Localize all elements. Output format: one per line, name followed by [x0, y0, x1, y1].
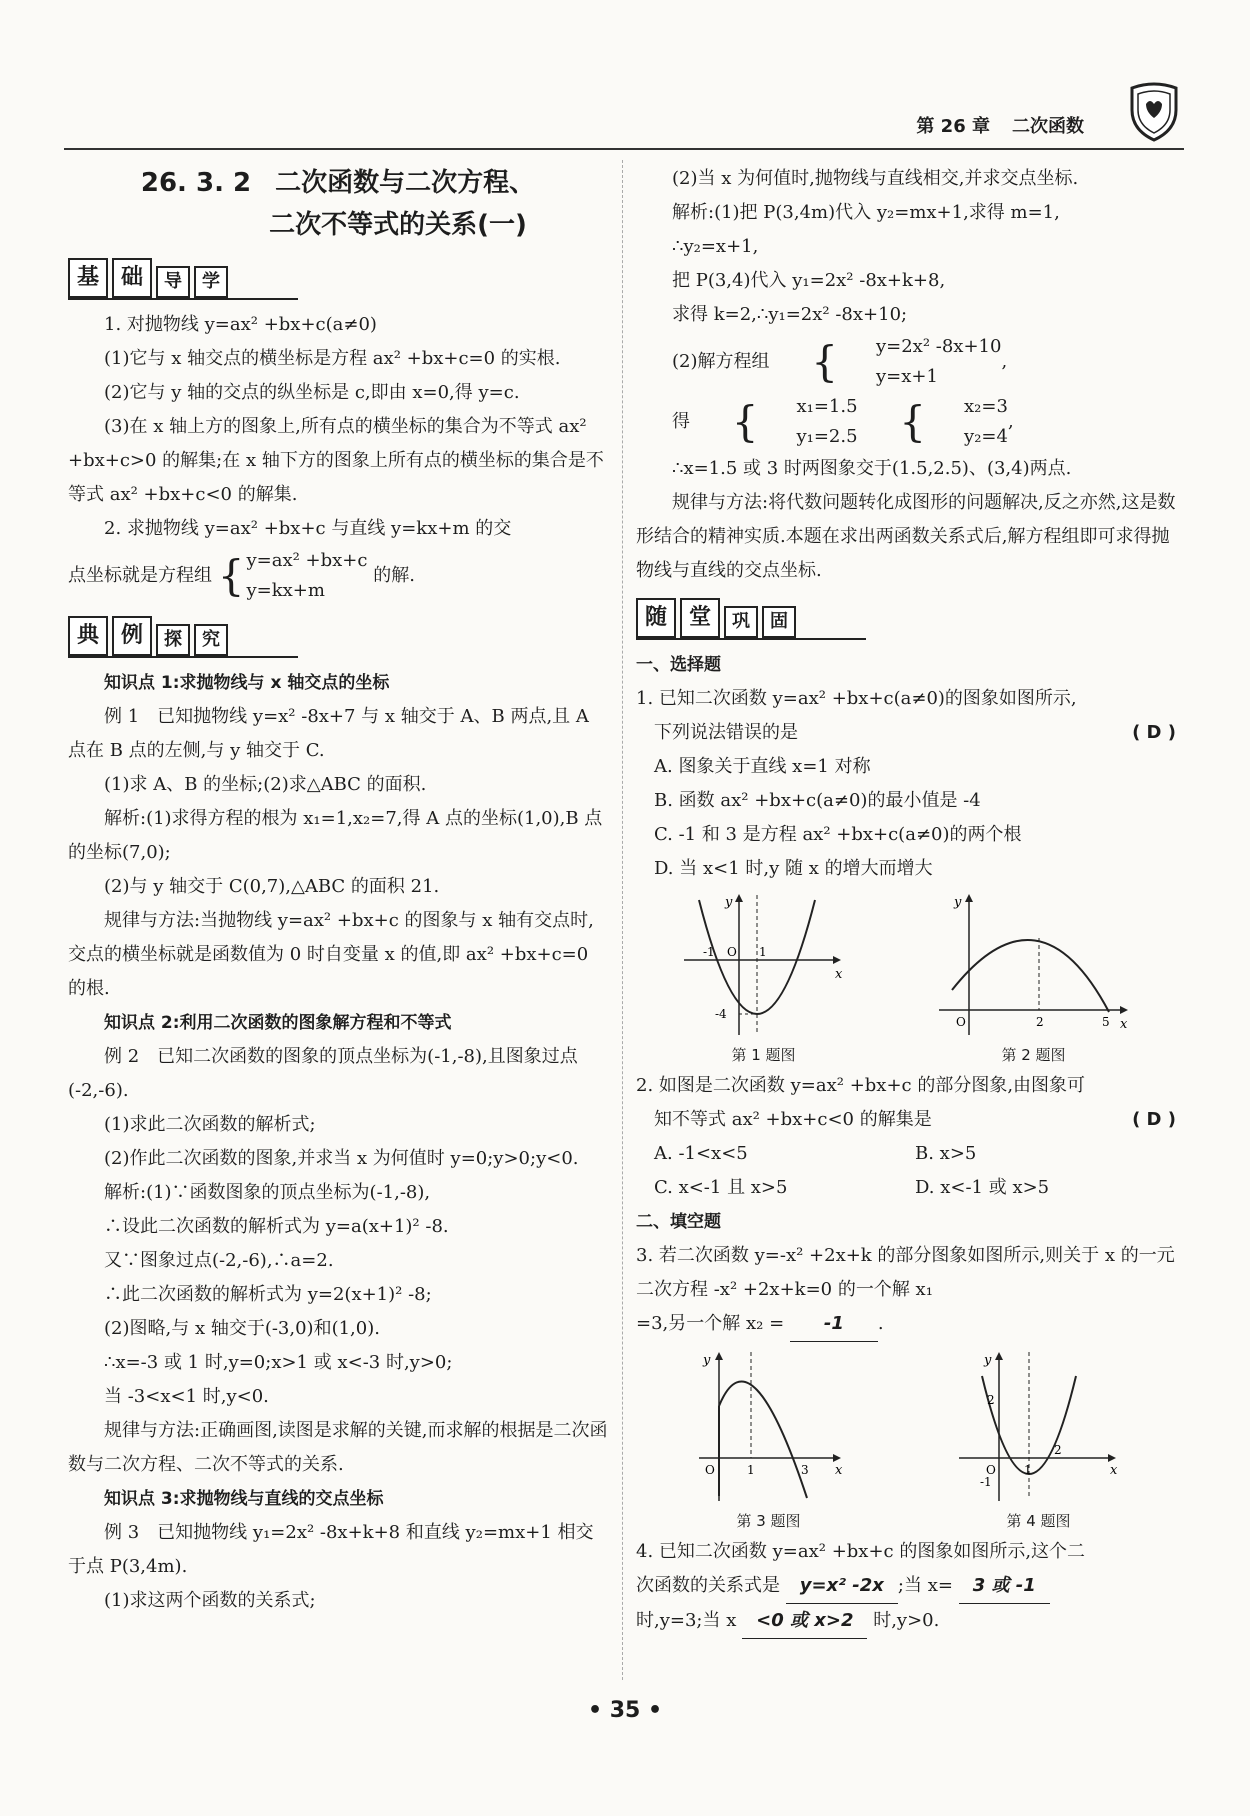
equation: y=ax² +bx+c [246, 550, 368, 571]
left-column [68, 162, 608, 1618]
paragraph: 解析:(1)求得方程的根为 x₁=1,x₂=7,得 A 点的坐标(1,0),B 点的坐标(7,0); [68, 808, 603, 863]
banner-char: 典 [68, 616, 108, 656]
chapter-heading [894, 112, 1084, 138]
text: 点坐标就是方程组 [68, 565, 212, 586]
tick-label: 3 [800, 1463, 809, 1477]
paragraph: (3)在 x 轴上方的图象上,所有点的横坐标的集合为不等式 ax² +bx+c>0 的解集;在 x 轴下方的图象上所有点的横坐标的集合是不等式 ax² +bx+c<0 的解集. [68, 416, 604, 505]
example: 例 2 已知二次函数的图象的顶点坐标为(-1,-8),且图象过点(-2,-6). [68, 1046, 578, 1101]
tick-label: O [704, 1463, 715, 1477]
answer: ( D ) [1132, 722, 1176, 743]
example: 例 3 已知抛物线 y₁=2x² -8x+k+8 和直线 y₂=mx+1 相交于点 P(3,4m). [68, 1522, 594, 1577]
banner-char: 随 [636, 598, 676, 638]
text: (2)解方程组 [672, 351, 770, 372]
paragraph: 2. 求抛物线 y=ax² +bx+c 与直线 y=kx+m 的交 [104, 518, 512, 539]
paragraph: 把 P(3,4)代入 y₁=2x² -8x+k+8, [672, 270, 946, 291]
banner-char: 固 [762, 606, 796, 638]
text: 下列说法错误的是 [654, 722, 798, 743]
page-number: • 35 • [587, 1698, 663, 1723]
question-4-answer-line [636, 1569, 1176, 1604]
tick-label: O [726, 945, 737, 959]
options-row [636, 1137, 1176, 1171]
option: C. x<-1 且 x>5 [654, 1177, 788, 1198]
figure-4-graph [954, 1346, 1124, 1506]
option: B. 函数 ax² +bx+c(a≠0)的最小值是 -4 [654, 790, 981, 811]
tick-label: 2 [986, 1393, 995, 1407]
banner-char: 学 [194, 266, 228, 298]
figure-1 [679, 890, 849, 1065]
question-4-answer-line-2 [636, 1604, 1176, 1639]
paragraph: 当 -3<x<1 时,y<0. [104, 1386, 269, 1407]
equation: y=2x² -8x+10 [875, 336, 1002, 357]
answer-blank: 3 或 -1 [959, 1569, 1050, 1604]
banner-char: 础 [112, 258, 152, 298]
option: A. -1<x<5 [654, 1143, 748, 1164]
axis-label: y [724, 895, 732, 910]
tick-label: 1 [1023, 1463, 1032, 1477]
axis-label: x [1119, 1017, 1127, 1032]
paragraph: ∴x=1.5 或 3 时两图象交于(1.5,2.5)、(3,4)两点. [672, 458, 1072, 479]
banner-char: 巩 [724, 606, 758, 638]
question-group-heading: 一、选择题 [636, 655, 721, 675]
paragraph: 求得 k=2,∴y₁=2x² -8x+10; [672, 304, 908, 325]
tick-label: 1 [746, 1463, 755, 1477]
text: , [1001, 351, 1008, 372]
paragraph: 规律与方法:当抛物线 y=ax² +bx+c 的图象与 x 轴有交点时,交点的横坐标就是函数值为 0 时自变量 x 的值,即 ax² +bx+c=0 的根. [68, 910, 594, 999]
paragraph: 规律与方法:将代数问题转化成图形的问题解决,反之亦然,这是数形结合的精神实质.本题在求出两函数关系式后,解方程组即可求得抛物线与直线的交点坐标. [636, 492, 1176, 581]
paragraph: (1)求 A、B 的坐标;(2)求△ABC 的面积. [104, 774, 427, 795]
text: ;当 x= [897, 1575, 953, 1596]
option: B. x>5 [915, 1143, 977, 1164]
axis-label: y [953, 895, 961, 910]
paragraph: (1)它与 x 轴交点的横坐标是方程 ax² +bx+c=0 的实根. [104, 348, 561, 369]
question-4: 4. 已知二次函数 y=ax² +bx+c 的图象如图所示,这个二 [636, 1541, 1086, 1562]
axis-label: x [834, 1463, 842, 1478]
tick-label: -4 [714, 1007, 727, 1021]
equation-system: { y=2x² -8x+10 y=x+1 [775, 332, 1001, 392]
tick-label: 1 [758, 945, 767, 959]
chapter-title: 二次函数 [1012, 116, 1084, 137]
axis-label: x [1109, 1463, 1117, 1478]
paragraph: ∴此二次函数的解析式为 y=2(x+1)² -8; [104, 1284, 432, 1305]
tick-label: 2 [1053, 1443, 1062, 1457]
page-header [64, 100, 1184, 150]
question-1-stem [636, 716, 1176, 750]
text: 时,y=3;当 x [636, 1610, 737, 1631]
option: D. x<-1 或 x>5 [915, 1177, 1050, 1198]
option: A. 图象关于直线 x=1 对称 [654, 756, 871, 777]
figure-3 [689, 1346, 849, 1531]
tick-label: 2 [1035, 1015, 1044, 1029]
question-1: 1. 已知二次函数 y=ax² +bx+c(a≠0)的图象如图所示, [636, 688, 1077, 709]
figure-caption: 第 1 题图 [731, 1046, 796, 1064]
tick-label: O [985, 1463, 996, 1477]
tick-label: O [955, 1015, 966, 1029]
option: D. 当 x<1 时,y 随 x 的增大而增大 [654, 858, 933, 879]
paragraph: (2)当 x 为何值时,抛物线与直线相交,并求交点坐标. [672, 168, 1079, 189]
section-title [68, 162, 608, 246]
equation: y₂=4 [964, 426, 1008, 447]
paragraph: ∴x=-3 或 1 时,y=0;x>1 或 x<-3 时,y>0; [104, 1352, 453, 1373]
answer-blank: -1 [790, 1307, 878, 1342]
chapter-number: 第 26 章 [916, 116, 990, 137]
figure-1-graph [679, 890, 849, 1040]
text: , [1007, 411, 1014, 432]
equation: y=x+1 [875, 366, 938, 387]
figure-2 [934, 890, 1134, 1065]
banner-char: 堂 [680, 598, 720, 638]
text: 知不等式 ax² +bx+c<0 的解集是 [654, 1109, 932, 1130]
axis-label: y [983, 1353, 991, 1368]
figure-3-graph [689, 1346, 849, 1506]
answer-blank: y=x² -2x [786, 1569, 898, 1604]
paragraph: (2)与 y 轴交于 C(0,7),△ABC 的面积 21. [104, 876, 440, 897]
text: . [877, 1313, 884, 1334]
figures-row-1 [636, 890, 1176, 1065]
question-group-heading: 二、填空题 [636, 1212, 721, 1232]
banner-char: 例 [112, 616, 152, 656]
paragraph-system [636, 332, 1176, 392]
figures-row-2 [636, 1346, 1176, 1531]
section-banner-examples [68, 612, 298, 658]
paragraph: (1)求此二次函数的解析式; [104, 1114, 316, 1135]
figure-4 [954, 1346, 1124, 1531]
equation: y=kx+m [246, 580, 325, 601]
question-2: 2. 如图是二次函数 y=ax² +bx+c 的部分图象,由图象可 [636, 1075, 1086, 1096]
title-line-1: 二次函数与二次方程、 [275, 168, 536, 198]
paragraph-solution [636, 392, 1176, 452]
shield-logo-icon [1124, 80, 1184, 142]
text: 时,y>0. [873, 1610, 940, 1631]
paragraph: (1)求这两个函数的关系式; [104, 1590, 316, 1611]
text: 的解. [373, 565, 415, 586]
figure-2-graph [934, 890, 1134, 1040]
section-banner-practice [636, 594, 866, 640]
equation-system: { y=ax² +bx+c y=kx+m [218, 546, 368, 606]
paragraph: 解析:(1)把 P(3,4m)代入 y₂=mx+1,求得 m=1, [672, 202, 1060, 223]
equation: x₁=1.5 [796, 396, 858, 417]
figure-caption: 第 2 题图 [1001, 1046, 1066, 1064]
banner-char: 导 [156, 266, 190, 298]
tick-label: 5 [1101, 1015, 1110, 1029]
section-number: 26. 3. 2 [140, 168, 252, 198]
banner-char: 探 [156, 624, 190, 656]
text: 得 [672, 411, 690, 432]
text: =3,另一个解 x₂ = [636, 1313, 785, 1334]
column-divider [622, 160, 623, 1680]
solution-1: { x₁=1.5 y₁=2.5 [696, 392, 858, 452]
axis-label: x [834, 967, 842, 982]
paragraph: (2)作此二次函数的图象,并求当 x 为何值时 y=0;y>0;y<0. [104, 1148, 579, 1169]
knowledge-point: 知识点 3:求抛物线与直线的交点坐标 [104, 1489, 384, 1509]
paragraph: 又∵图象过点(-2,-6),∴a=2. [104, 1250, 334, 1271]
answer-blank: <0 或 x>2 [742, 1604, 867, 1639]
paragraph: (2)它与 y 轴的交点的纵坐标是 c,即由 x=0,得 y=c. [104, 382, 520, 403]
knowledge-point: 知识点 1:求抛物线与 x 轴交点的坐标 [104, 673, 390, 693]
title-line-2: 二次不等式的关系(一) [269, 210, 527, 240]
axis-label: y [702, 1353, 710, 1368]
text: 次函数的关系式是 [636, 1575, 780, 1596]
equation: y₁=2.5 [796, 426, 858, 447]
right-column [636, 162, 1176, 1639]
solution-2: { x₂=3 y₂=4 [863, 392, 1008, 452]
question-3-answer-line [636, 1307, 1176, 1342]
paragraph: (2)图略,与 x 轴交于(-3,0)和(1,0). [104, 1318, 380, 1339]
question-2-stem [636, 1103, 1176, 1137]
section-banner-basics [68, 254, 298, 300]
paragraph-system [68, 546, 608, 606]
options-row [636, 1171, 1176, 1205]
figure-caption: 第 3 题图 [736, 1512, 801, 1530]
answer: ( D ) [1132, 1109, 1176, 1130]
paragraph: 1. 对抛物线 y=ax² +bx+c(a≠0) [104, 314, 377, 335]
paragraph: 解析:(1)∵函数图象的顶点坐标为(-1,-8), [104, 1182, 431, 1203]
paragraph: 规律与方法:正确画图,读图是求解的关键,而求解的根据是二次函数与二次方程、二次不等式的关系. [68, 1420, 608, 1475]
paragraph: ∴设此二次函数的解析式为 y=a(x+1)² -8. [104, 1216, 449, 1237]
banner-char: 基 [68, 258, 108, 298]
question-3: 3. 若二次函数 y=-x² +2x+k 的部分图象如图所示,则关于 x 的一元二次方程 -x² +2x+k=0 的一个解 x₁ [636, 1245, 1175, 1300]
knowledge-point: 知识点 2:利用二次函数的图象解方程和不等式 [104, 1013, 452, 1033]
paragraph: ∴y₂=x+1, [672, 236, 759, 257]
figure-caption: 第 4 题图 [1006, 1512, 1071, 1530]
banner-char: 究 [194, 624, 228, 656]
tick-label: -1 [979, 1475, 992, 1489]
equation: x₂=3 [964, 396, 1008, 417]
tick-label: -1 [702, 945, 715, 959]
example: 例 1 已知抛物线 y=x² -8x+7 与 x 轴交于 A、B 两点,且 A 点在 B 点的左侧,与 y 轴交于 C. [68, 706, 589, 761]
option: C. -1 和 3 是方程 ax² +bx+c(a≠0)的两个根 [654, 824, 1022, 845]
